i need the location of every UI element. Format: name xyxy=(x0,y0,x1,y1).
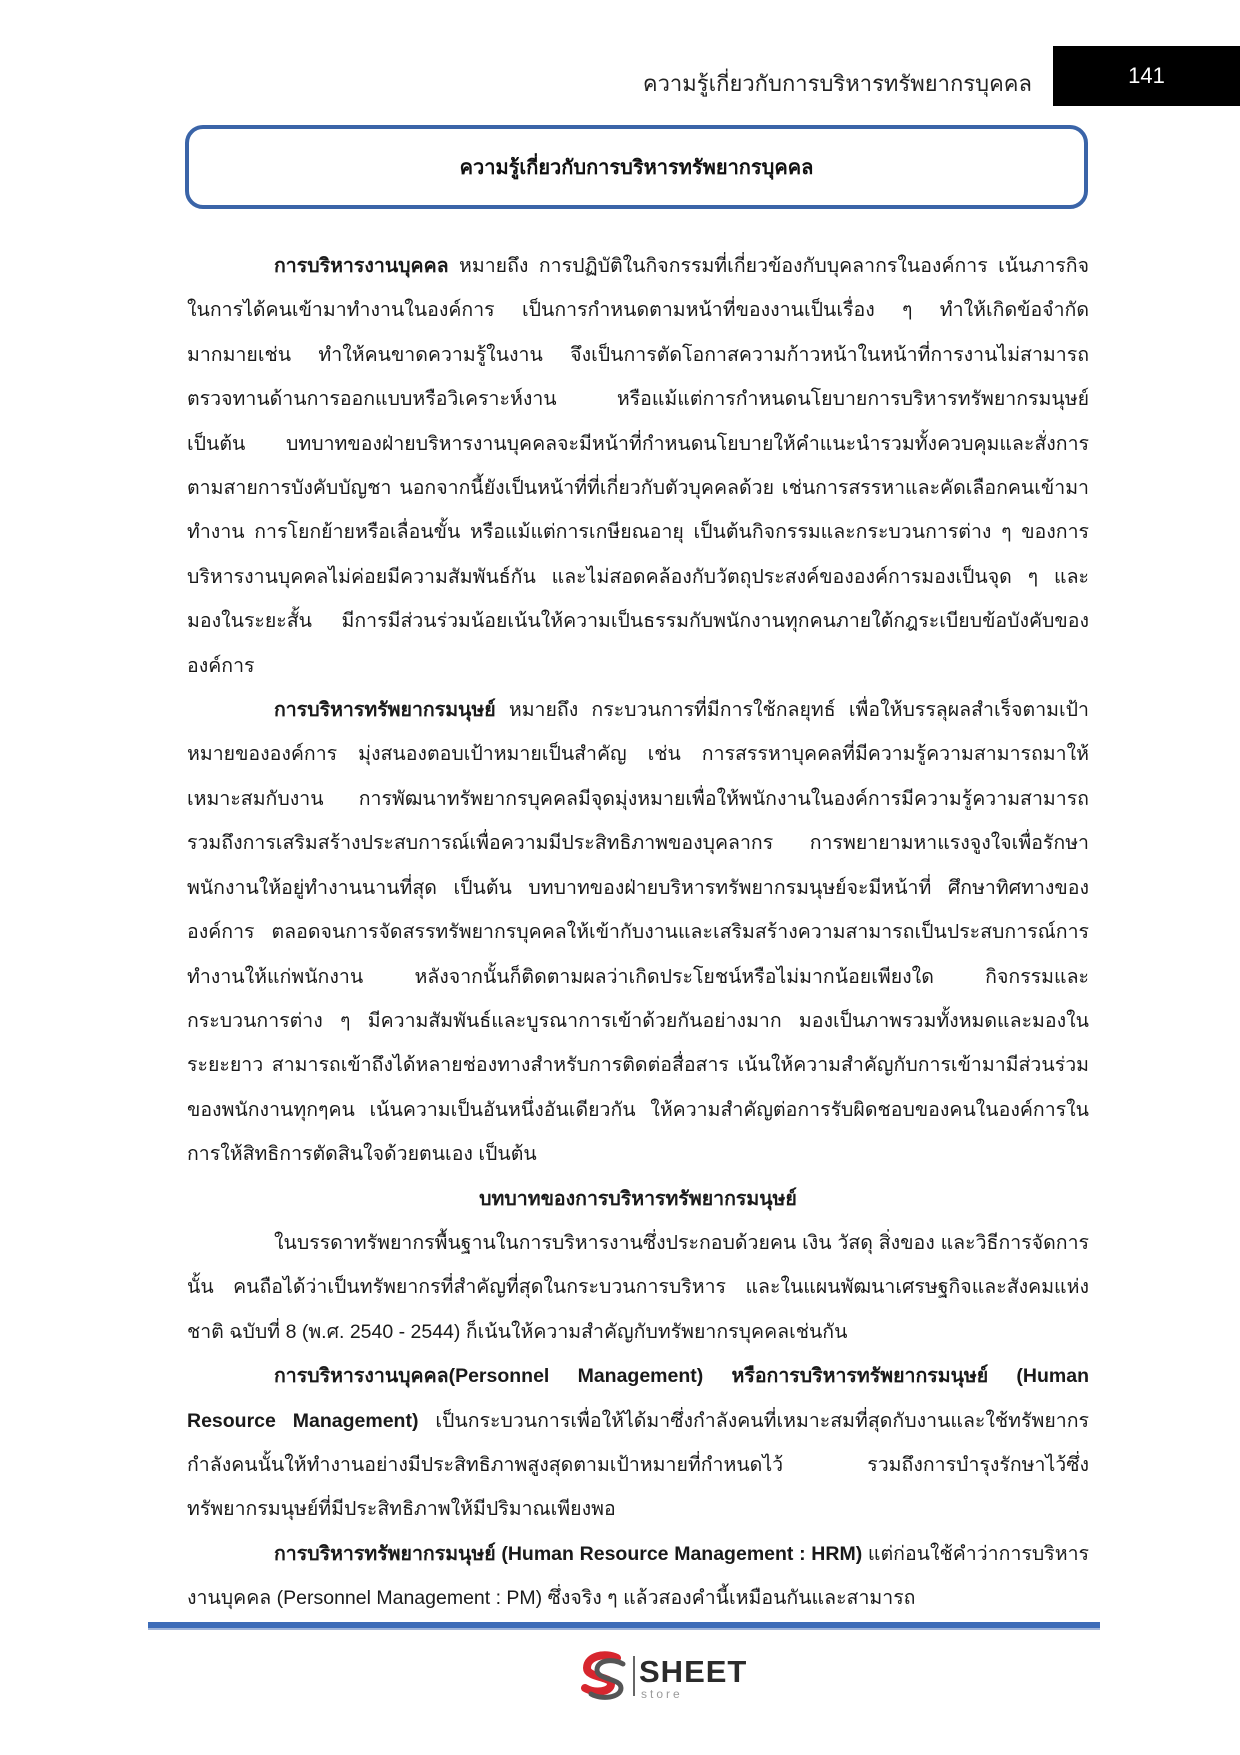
page-number-box xyxy=(1053,46,1240,106)
paragraph-text: แต่ก่อนใช้คำว่าการบริหารงานบุคคล (Personnel Management : PM) ซึ่งจริง ๆ แล้วสองคำนี้เหมือนกันและสามารถ xyxy=(187,1542,1089,1610)
body-content xyxy=(187,244,1089,1621)
paragraph-resources: ในบรรดาทรัพยากรพื้นฐานในการบริหารงานซึ่งประกอบด้วยคน เงิน วัสดุ สิ่งของ และวิธีการจัดการนั้น คนถือได้ว่าเป็นทรัพยากรที่สำคัญที่สุดในกระบวนการบริหาร และในแผนพัฒนาเศรษฐกิจและสังคมแห่งชาติ ฉบับที่ 8 (พ.ศ. 2540 - 2544) ก็เน้นให้ความสำคัญกับทรัพยากรบุคคลเช่นกัน xyxy=(187,1231,1089,1343)
paragraph-definition xyxy=(187,1354,1089,1532)
page-title: ความรู้เกี่ยวกับการบริหารทรัพยากรบุคคล xyxy=(459,157,814,179)
page-number: 141 xyxy=(1128,63,1165,88)
paragraph-text: หมายถึง กระบวนการที่มีการใช้กลยุทธ์ เพื่อให้บรรลุผลสำเร็จตามเป้าหมายขององค์การ มุ่งสนองตอบเป้าหมายเป็นสำคัญ เช่น การสรรหาบุคคลที่มีความรู้ความสามารถมาให้เหมาะสมกับงาน การพัฒนาทรัพยากรบุคคลมีจุดมุ่งหมายเพื่อให้พนักงานในองค์การมีความรู้ความสามารถ รวมถึงการเสริมสร้างประสบการณ์เพื่อความมีประสิทธิภาพของบุคลากร การพยายามหาแรงจูงใจเพื่อรักษาพนักงานให้อยู่ทำงานนานที่สุด เป็นต้น บทบาทของฝ่ายบริหารทรัพยากรมนุษย์จะมีหน้าที่ ศึกษาทิศทางขององค์การ ตลอดจนการจัดสรรทรัพยากรบุคคลให้เข้ากับงานและเสริมสร้างความสามารถเป็นประสบการณ์การทำงานให้แก่พนักงาน หลังจากนั้นก็ติดตามผลว่าเกิดประโยชน์หรือไม่มากน้อยเพียงใด กิจกรรมและกระบวนการต่าง ๆ มีความสัมพันธ์และบูรณาการเข้าด้วยกันอย่างมาก มองเป็นภาพรวมทั้งหมดและมองในระยะยาว สามารถเข้าถึงได้หลายช่องทางสำหรับการติดต่อสื่อสาร เน้นให้ความสำคัญกับการเข้ามามีส่วนร่วมของพนักงานทุกๆคน เน้นความเป็นอันหนึ่งอันเดียวกัน ให้ความสำคัญต่อการรับผิดชอบของคนในองค์การในการให้สิทธิการตัดสินใจด้วยตนเอง เป็นต้น xyxy=(187,699,1089,1166)
section-heading: บทบาทของการบริหารทรัพยากรมนุษย์ xyxy=(479,1187,797,1210)
logo-divider xyxy=(633,1656,635,1696)
running-header-title: ความรู้เกี่ยวกับการบริหารทรัพยากรบุคคล xyxy=(642,71,1032,96)
term-bold: การบริหารทรัพยากรมนุษย์ xyxy=(274,699,496,722)
logo-text: SHEET xyxy=(639,1654,748,1689)
term-bold: การบริหารทรัพยากรมนุษย์ (Human Resource Management : HRM) xyxy=(274,1542,863,1565)
paragraph-personnel-management xyxy=(187,244,1089,688)
sheet-store-logo xyxy=(577,1650,747,1702)
paragraph-text: เป็นกระบวนการเพื่อให้ได้มาซึ่งกำลังคนที่เหมาะสมที่สุดกับงานและใช้ทรัพยากรกำลังคนนั้นให้ทำงานอย่างมีประสิทธิภาพสูงสุดตามเป้าหมายที่กำหนดไว้ รวมถึงการบำรุงรักษาไว้ซึ่งทรัพยากรมนุษย์ที่มีประสิทธิภาพให้มีปริมาณเพียงพอ xyxy=(187,1409,1089,1521)
paragraph-hrm xyxy=(187,688,1089,1176)
logo-subtext: store xyxy=(641,1687,683,1701)
term-bold: การบริหารงานบุคคล xyxy=(274,255,449,277)
footer-rule xyxy=(148,1622,1100,1630)
title-box xyxy=(185,125,1088,209)
paragraph-hrm-pm xyxy=(187,1532,1089,1621)
paragraph-text: หมายถึง การปฏิบัติในกิจกรรมที่เกี่ยวข้องกับบุคลากรในองค์การ เน้นภารกิจในการได้คนเข้ามาทำงานในองค์การ เป็นการกำหนดตามหน้าที่ของงานเป็นเรื่อง ๆ ทำให้เกิดข้อจำกัดมากมายเช่น ทำให้คนขาดความรู้ในงาน จึงเป็นการตัดโอกาสความก้าวหน้าในหน้าที่การงานไม่สามารถตรวจทานด้านการออกแบบหรือวิเคราะห์งาน หรือแม้แต่การกำหนดนโยบายการบริหารทรัพยากรมนุษย์ เป็นต้น บทบาทของฝ่ายบริหารงานบุคคลจะมีหน้าที่กำหนดนโยบายให้คำแนะนำรวมทั้งควบคุมและสั่งการตามสายการบังคับบัญชา นอกจากนี้ยังเป็นหน้าที่ที่เกี่ยวกับตัวบุคคลด้วย เช่นการสรรหาและคัดเลือกคนเข้ามาทำงาน การโยกย้ายหรือเลื่อนขั้น หรือแม้แต่การเกษียณอายุ เป็นต้นกิจกรรมและกระบวนการต่าง ๆ ของการบริหารงานบุคคลไม่ค่อยมีความสัมพันธ์กัน และไม่สอดคล้องกับวัตถุประสงค์ขององค์การมองเป็นจุด ๆ และมองในระยะสั้น มีการมีส่วนร่วมน้อยเน้นให้ความเป็นธรรมกับพนักงานทุกคนภายใต้กฎระเบียบข้อบังคับขององค์การ xyxy=(187,255,1089,677)
term-bold: การบริหารงานบุคคล(Personnel Management) หรือการบริหารทรัพยากรมนุษย์ (Human Resource Management) xyxy=(187,1365,1089,1432)
sheet-store-logo-icon xyxy=(577,1650,631,1702)
